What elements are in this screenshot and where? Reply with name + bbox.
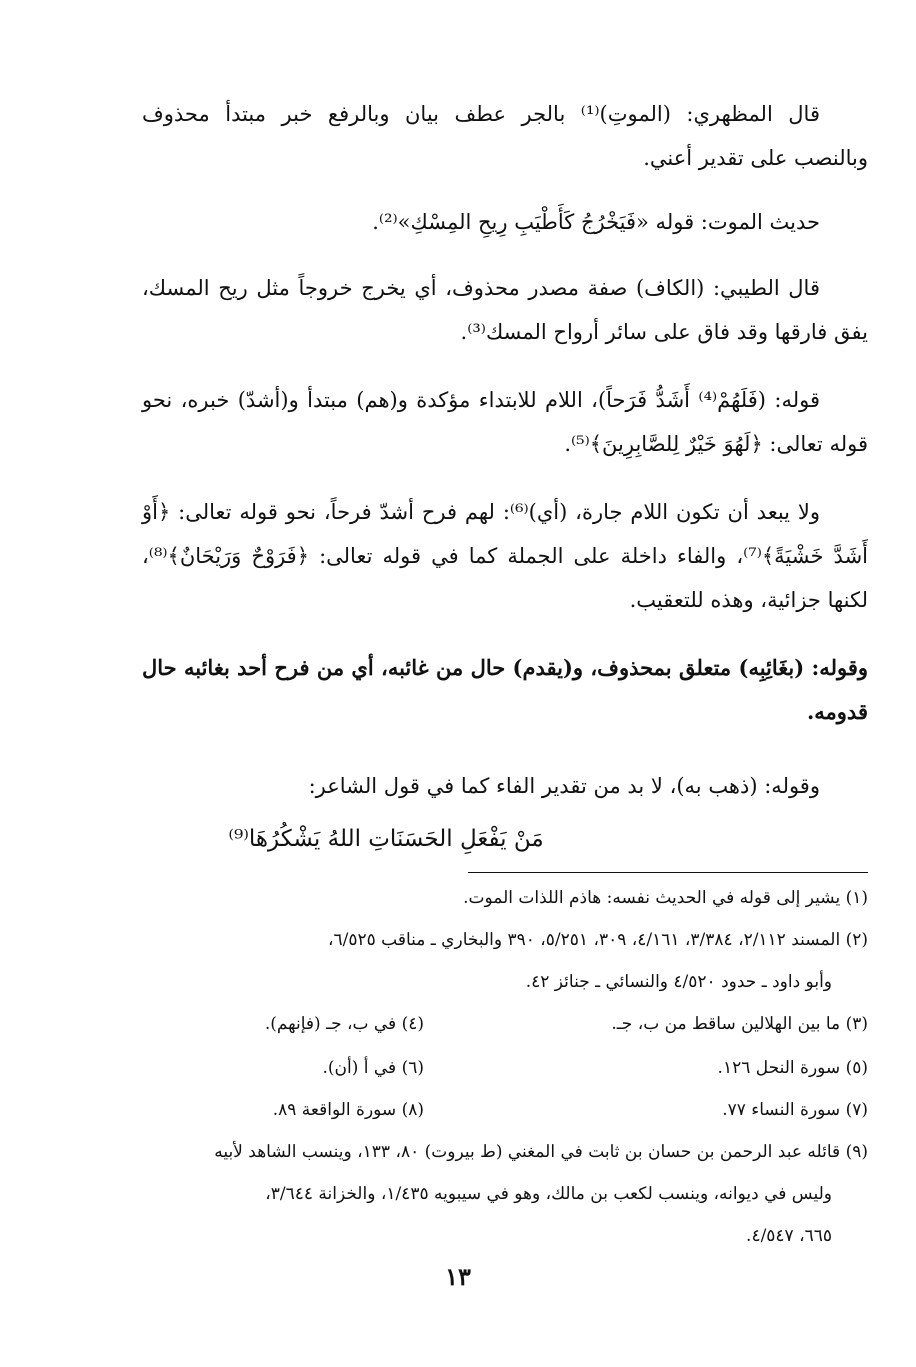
footnote-9-continuation: وليس في ديوانه، وينسب لكعب بن مالك، وهو في سيبويه ١/٤٣٥، والخزانة ٣/٦٤٤،: [265, 1184, 832, 1204]
footnote-3: (٣) ما بين الهلالين ساقط من ب، جـ.: [611, 1014, 868, 1034]
footnote-1: (١) يشير إلى قوله في الحديث نفسه: هاذم اللذات الموت.: [463, 888, 868, 908]
page-number: ١٣: [445, 1262, 471, 1291]
footnote-7: (٧) سورة النساء ٧٧.: [722, 1100, 868, 1120]
paragraph-tibi: قال الطيبي: (الكاف) صفة مصدر محذوف، أي يخرج خروجاً مثل ريح المسك، يفق فارقها وقد فاق على سائر أرواح المسك⁽³⁾.: [142, 276, 868, 344]
footnote-9: (٩) قائله عبد الرحمن بن حسان بن ثابت في المغني (ط بيروت) ٨٠، ١٣٣، وينسب الشاهد لأبيه: [214, 1142, 868, 1162]
paragraph-dhahaba-bihi: وقوله: (ذهب به)، لا بد من تقدير الفاء كما في قول الشاعر:: [308, 774, 820, 798]
paragraph-bighaibihi: وقوله: (بغَائِبِه) متعلق بمحذوف، و(يقدم) حال من غائبه، أي من فرح أحد بغائبه حال قدومه.: [142, 655, 868, 724]
paragraph-hadith-death: حديث الموت: قوله «فَيَخْرُجُ كَأَطْيَبِ رِيحِ المِسْكِ»⁽²⁾.: [372, 210, 820, 234]
footnote-5: (٥) سورة النحل ١٢٦.: [717, 1058, 868, 1078]
footnote-2: (٢) المسند ٢/١١٢، ٣/٣٨٤، ٤/١٦١، ٣٠٩، ٥/٢٥١، ٣٩٠ والبخاري ـ مناقب ٦/٥٢٥،: [327, 930, 868, 950]
footnote-8: (٨) سورة الواقعة ٨٩.: [272, 1100, 424, 1120]
footnote-separator: [468, 872, 868, 873]
paragraph-lam-jarra: ولا يبعد أن تكون اللام جارة، (أي)⁽⁶⁾: لهم فرح أشدّ فرحاً، نحو قوله تعالى: ﴿أَوْ أَشَدَّ خَشْيَةً﴾⁽⁷⁾، والفاء داخلة على الجملة كما في قوله تعالى: ﴿فَرَوْحٌ وَرَيْحَانٌ﴾⁽⁸⁾، لكنها جزائية، وهذه للتعقيب.: [142, 500, 868, 612]
footnote-4: (٤) في ب، جـ (فإنهم).: [264, 1014, 424, 1034]
footnote-6: (٦) في أ (أن).: [322, 1058, 424, 1078]
paragraph-lahum: قوله: (فَلَهُمْ⁽⁴⁾ أَشَدُّ فَرَحاً)، اللام للابتداء مؤكدة و(هم) مبتدأ و(أشدّ) خبره، نحو قوله تعالى: ﴿لَهُوَ خَيْرٌ لِلصَّابِرِينَ﴾⁽⁵⁾.: [142, 388, 868, 456]
poetry-verse: مَنْ يَفْعَلِ الحَسَنَاتِ اللهُ يَشْكُرُهَا⁽⁹⁾: [228, 826, 544, 852]
paragraph-mazhari: قال المظهري: (الموتِ)⁽¹⁾ بالجر عطف بيان وبالرفع خبر مبتدأ محذوف وبالنصب على تقدير أعني.: [142, 102, 868, 170]
footnote-9-continuation-2: ٦٦٥، ٤/٥٤٧.: [746, 1226, 832, 1246]
footnote-2-continuation: وأبو داود ـ حدود ٤/٥٢٠ والنسائي ـ جنائز ٤٢.: [525, 972, 832, 992]
